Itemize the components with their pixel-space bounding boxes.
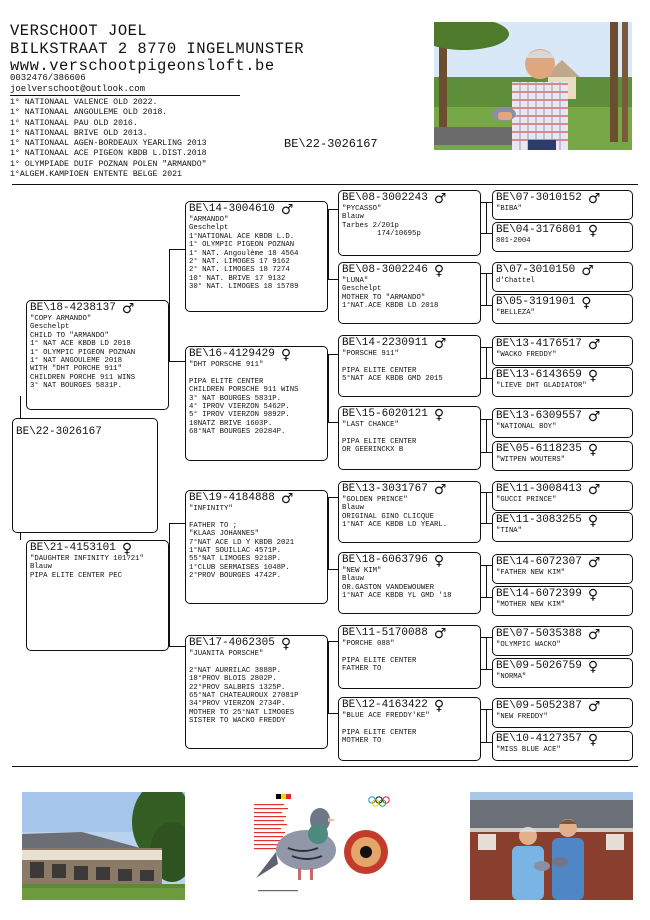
ring-number: BE\12-4163422 xyxy=(342,699,428,711)
sire-box[interactable] xyxy=(26,300,169,410)
ring-number: BE\15-6020121 xyxy=(342,408,428,420)
loft-photo xyxy=(22,792,185,900)
achievement-item: 1° OLYMPIADE DUIF POZNAN POLEN "ARMANDO" xyxy=(10,159,207,169)
pigeon-info: "LUNA" Geschelpt MOTHER TO "ARMANDO" 1°NAT.ACE KBDB LD 2018 xyxy=(342,277,439,311)
ancestor-box[interactable] xyxy=(492,408,633,438)
great-grandparent-box[interactable] xyxy=(338,481,481,543)
male-icon: ♂ xyxy=(433,335,447,352)
pigeon-info: "DAUGHTER INFINITY 101?21" Blauw PIPA ELITE CENTER PEC xyxy=(30,555,144,580)
pedigree-top-rule xyxy=(12,184,638,185)
great-grandparent-box[interactable] xyxy=(338,335,481,397)
email-link[interactable]: joelverschoot@outlook.com xyxy=(10,84,146,94)
ring-number: BE\18-4238137 xyxy=(30,302,116,314)
male-icon: ♂ xyxy=(433,625,447,642)
pigeon-info: "GUCCI PRINCE" xyxy=(496,496,557,504)
dam-box[interactable] xyxy=(26,540,169,651)
ancestor-box[interactable] xyxy=(492,262,633,292)
ancestor-box[interactable] xyxy=(492,190,633,220)
website-link[interactable]: www.verschootpigeonsloft.be xyxy=(10,57,275,75)
pigeon-info: 801-2004 xyxy=(496,237,531,245)
ring-number: BE\13-6309557 xyxy=(496,410,582,422)
female-icon: ♀ xyxy=(280,346,292,363)
female-icon: ♀ xyxy=(280,635,292,652)
ring-number: BE\10-4127357 xyxy=(496,733,582,745)
ring-number: BE\08-3002243 xyxy=(342,192,428,204)
male-icon: ♂ xyxy=(587,626,601,643)
pigeon-info: d'Chattel xyxy=(496,277,535,285)
ring-number: BE\07-3010152 xyxy=(496,192,582,204)
achievement-item: 1° NATIONAAL ACE PIGEON KBDB L.DIST.2018 xyxy=(10,149,207,159)
achievement-item: 1° NATIONAAL AGEN-BORDEAUX YEARLING 2013 xyxy=(10,139,207,149)
pigeon-info: "LAST CHANCE" PIPA ELITE CENTER OR GEERINCKX B xyxy=(342,421,417,455)
pigeon-info: "MOTHER NEW KIM" xyxy=(496,601,566,609)
pedigree-bottom-rule xyxy=(12,766,638,767)
pigeon-info: "JUANITA PORSCHE" 2°NAT AURRILAC 3888P. 18°PROV BLOIS 2802P. 22°PROV SALBRIS 1325P. 65°NAT CHATEAUROUX 27081P 34°PROV VIERZON 2734P. MOTHER TO 25°NAT LIMOGES SISTER TO WACKO FREDDY xyxy=(189,650,299,726)
male-icon: ♂ xyxy=(587,554,601,571)
header-divider xyxy=(10,95,240,96)
ancestor-box[interactable] xyxy=(492,554,633,584)
male-icon: ♂ xyxy=(433,481,447,498)
female-icon: ♀ xyxy=(587,222,599,239)
ring-number: BE\14-3004610 xyxy=(189,203,275,215)
male-icon: ♂ xyxy=(280,201,294,218)
ring-number: BE\11-3008413 xyxy=(496,483,582,495)
ancestor-box[interactable] xyxy=(492,626,633,656)
pigeon-info: "MISS BLUE ACE" xyxy=(496,746,561,754)
pigeon-info: "INFINITY" FATHER TO ; "KLAAS JOHANNES" 7°NAT ACE LD Y KBDB 2021 1°NAT SOUILLAC 4571P. 55°NAT LIMOGES 9218P. 1°CLUB SERMAISES 1048P. 2°PROV BOURGES 4742P. xyxy=(189,505,295,581)
pigeon-info: "OLYMPIC WACKO" xyxy=(496,641,561,649)
ancestor-box[interactable] xyxy=(492,512,633,542)
ring-number: BE\05-6118235 xyxy=(496,443,582,455)
great-grandparent-box[interactable] xyxy=(338,625,481,689)
pigeon-info: "PORCHE 088" PIPA ELITE CENTER FATHER TO xyxy=(342,640,417,674)
ring-number: BE\07-5035388 xyxy=(496,628,582,640)
pigeon-info: "NORMA" xyxy=(496,673,527,681)
ring-number: BE\11-5170088 xyxy=(342,627,428,639)
female-icon: ♀ xyxy=(587,367,599,384)
pigeon-info: "PORSCHE 911" PIPA ELITE CENTER 5°NAT ACE KBDB GMD 2015 xyxy=(342,350,443,384)
female-icon: ♀ xyxy=(433,406,445,423)
pigeon-card-photo xyxy=(248,790,403,900)
achievement-item: 1°ALGEM.KAMPIOEN ENTENTE BELGE 2021 xyxy=(10,170,182,180)
owners-pair-photo xyxy=(470,792,633,900)
ring-number: BE\14-2230911 xyxy=(342,337,428,349)
male-icon: ♂ xyxy=(587,408,601,425)
pigeon-info: "NATIONAL BOY" xyxy=(496,423,557,431)
pigeon-info: "DHT PORSCHE 911" PIPA ELITE CENTER CHILDREN PORSCHE 911 WINS 3° NAT BOURGES 5831P. 4° IPROV VIERZON 5462P. 5° IPROV VIERZON 9892P. 10NATZ BRIVE 1603P. 68°NAT BOURGES 20284P. xyxy=(189,361,299,437)
ring-number: BE\14-6072399 xyxy=(496,588,582,600)
female-icon: ♀ xyxy=(581,294,592,311)
ancestor-box[interactable] xyxy=(492,731,633,761)
female-icon: ♀ xyxy=(587,731,599,748)
ancestor-box[interactable] xyxy=(492,222,633,252)
great-grandparent-box[interactable] xyxy=(338,406,481,470)
male-icon: ♂ xyxy=(121,300,135,317)
achievement-item: 1° NATIONAAL ANGOULEME OLD 2018. xyxy=(10,108,168,118)
subject-ring: BE\22-3026167 xyxy=(16,426,102,438)
male-icon: ♂ xyxy=(587,190,601,207)
ring-number: BE\09-5026759 xyxy=(496,660,582,672)
pigeon-info: "NEW KIM" Blauw OR.GASTON VANDEWOUWER 1°NAT ACE KBDB YL GMD '18 xyxy=(342,567,452,601)
pigeon-info: "FATHER NEW KIM" xyxy=(496,569,566,577)
achievement-item: 1° NATIONAAL PAU OLD 2016. xyxy=(10,118,138,128)
ring-number: B\07-3010150 xyxy=(496,264,576,276)
achievement-item: 1° NATIONAAL BRIVE OLD 2013. xyxy=(10,128,148,138)
pigeon-info: "TINA" xyxy=(496,527,522,535)
breeder-name: VERSCHOOT JOEL xyxy=(10,22,148,40)
achievement-item: 1° NATIONAAL VALENCE OLD 2022. xyxy=(10,98,158,107)
male-icon: ♂ xyxy=(587,698,601,715)
ring-number: BE\11-3083255 xyxy=(496,514,582,526)
phone-number: 0032476/386606 xyxy=(10,73,86,83)
pigeon-info: "NEW FREDDY" xyxy=(496,713,548,721)
ring-number: B\05-3191901 xyxy=(496,296,576,308)
ring-number: BE\09-5052387 xyxy=(496,700,582,712)
pigeon-info: "COPY ARMANDO" Geschelpt CHILD TO "ARMANDO" 1° NAT ACE KBDB LD 2018 1° OLYMPIC PIGEON POZNAN 1° NAT ANGOULEME 2018 WITH "DHT PORCHE 911" CHILDREN PORCHE 911 WINS 3° NAT BOURGES 5831P. xyxy=(30,315,136,391)
ring-number: BE\13-3031767 xyxy=(342,483,428,495)
male-icon: ♂ xyxy=(280,490,294,507)
ring-number: BE\13-4176517 xyxy=(496,338,582,350)
female-icon: ♀ xyxy=(433,552,445,569)
female-icon: ♀ xyxy=(587,441,599,458)
great-grandparent-box[interactable] xyxy=(338,552,481,614)
female-icon: ♀ xyxy=(433,262,445,279)
ancestor-box[interactable] xyxy=(492,658,633,688)
great-grandparent-box[interactable] xyxy=(338,697,481,761)
male-icon: ♂ xyxy=(587,336,601,353)
grandparent-box[interactable] xyxy=(185,346,328,461)
subject-box[interactable] xyxy=(12,418,158,533)
male-icon: ♂ xyxy=(433,190,447,207)
grandparent-box[interactable] xyxy=(185,490,328,604)
pigeon-info: "BIBA" xyxy=(496,205,522,213)
ancestor-box[interactable] xyxy=(492,481,633,511)
female-icon: ♀ xyxy=(433,697,445,714)
pigeon-info: "BLUE ACE FREDDY'KE" PIPA ELITE CENTER MOTHER TO xyxy=(342,712,430,746)
pigeon-info: "LIEVE DHT GLADIATOR" xyxy=(496,382,587,390)
grandparent-box[interactable] xyxy=(185,635,328,749)
ancestor-box[interactable] xyxy=(492,336,633,366)
ring-number: BE\13-6143659 xyxy=(496,369,582,381)
achievements-list xyxy=(10,98,310,180)
pigeon-info: "PYCASSO" Blauw Tarbes 2/201p 174/10695p xyxy=(342,205,421,239)
male-icon: ♂ xyxy=(587,481,601,498)
ring-number: BE\17-4062305 xyxy=(189,637,275,649)
ancestor-box[interactable] xyxy=(492,586,633,616)
female-icon: ♀ xyxy=(587,658,599,675)
ancestor-box[interactable] xyxy=(492,698,633,728)
pigeon-info: "WACKO FREDDY" xyxy=(496,351,557,359)
ring-number: BE\04-3176801 xyxy=(496,224,582,236)
pigeon-info: "GOLDEN PRINCE" Blauw ORIGINAL GINO CLICQUE 1°NAT ACE KBDB LD YEARL. xyxy=(342,496,448,530)
ring-number: BE\16-4129429 xyxy=(189,348,275,360)
ring-number: BE\08-3002246 xyxy=(342,264,428,276)
subject-ring-header: BE\22-3026167 xyxy=(284,137,378,151)
pigeon-info: "WITPEN WOUTERS" xyxy=(496,456,566,464)
ring-number: BE\18-6063796 xyxy=(342,554,428,566)
grandparent-box[interactable] xyxy=(185,201,328,312)
great-grandparent-box[interactable] xyxy=(338,190,481,256)
ancestor-box[interactable] xyxy=(492,367,633,397)
female-icon: ♀ xyxy=(121,540,133,557)
female-icon: ♀ xyxy=(587,586,599,603)
ancestor-box[interactable] xyxy=(492,294,633,324)
female-icon: ♀ xyxy=(587,512,599,529)
ring-number: BE\21-4153101 xyxy=(30,542,116,554)
owner-photo xyxy=(434,22,632,150)
pigeon-info: "BELLEZA" xyxy=(496,309,535,317)
ring-number: BE\19-4184888 xyxy=(189,492,275,504)
pigeon-info: "ARMANDO" Geschelpt 1°NATIONAL ACE KBDB L.D. 1° OLYMPIC PIGEON POZNAN 1° NAT. Angoulème 18 4564 2° NAT. LIMOGES 17 9162 2° NAT. LIMOGES 18 7274 10° NAT. BRIVE 17 9132 30° NAT. LIMOGES 18 15789 xyxy=(189,216,299,292)
ancestor-box[interactable] xyxy=(492,441,633,471)
male-icon: ♂ xyxy=(581,262,594,279)
great-grandparent-box[interactable] xyxy=(338,262,481,324)
ring-number: BE\14-6072307 xyxy=(496,556,582,568)
breeder-address: BILKSTRAAT 2 8770 INGELMUNSTER xyxy=(10,40,305,58)
